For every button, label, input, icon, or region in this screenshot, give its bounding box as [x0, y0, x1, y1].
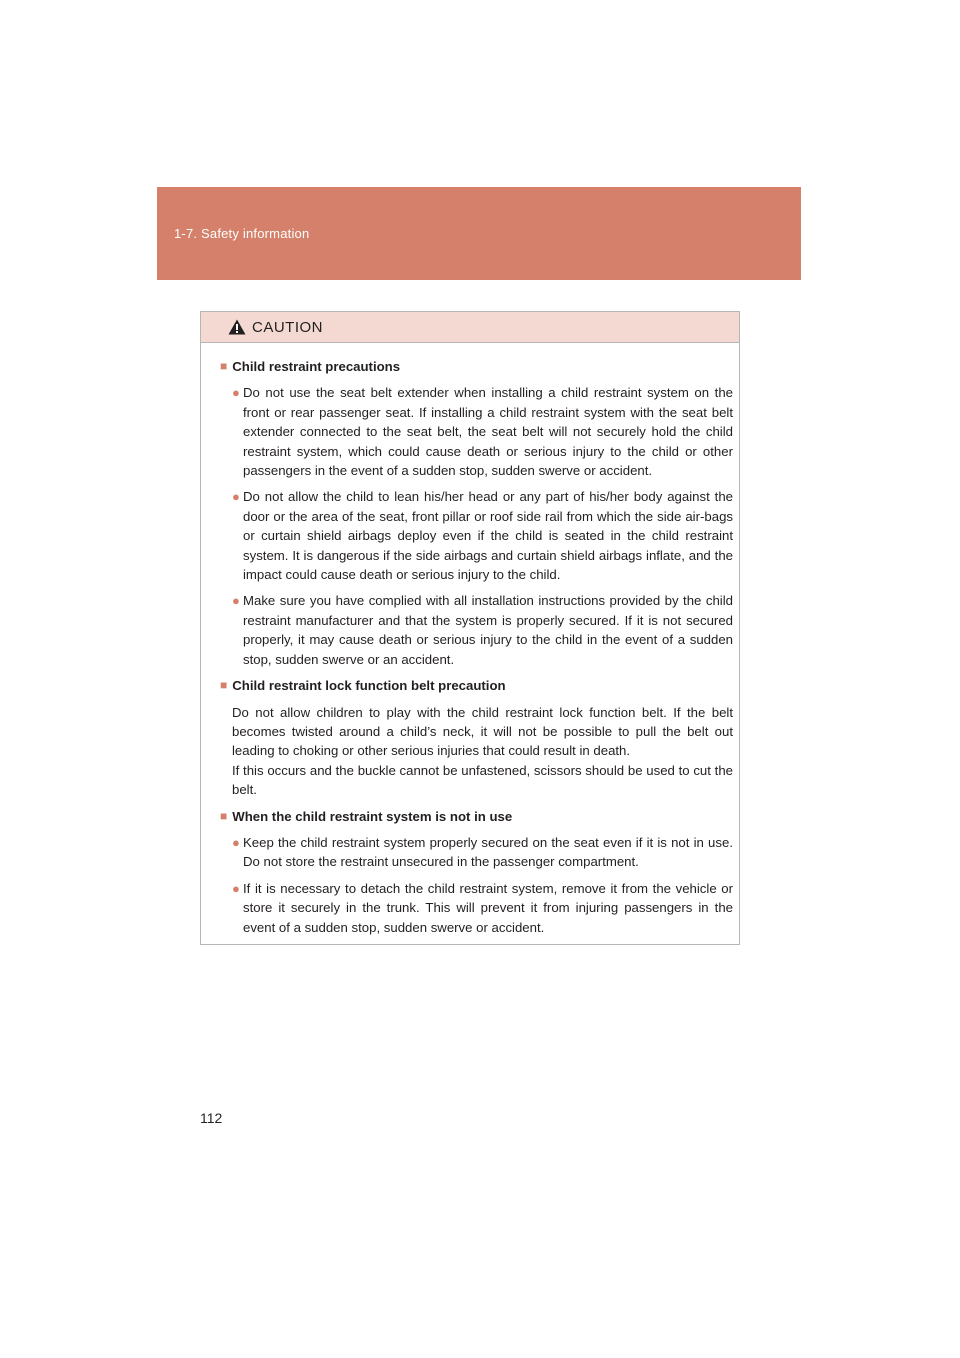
list-item-text: Make sure you have complied with all installation instructions provided by the child restraint manufacturer and that the system is properly secured. If it is not secured properly, it may cause death or serious injury to the child in the event of a sudden stop, sudden swerve or an accident.: [243, 593, 733, 667]
list-item-text: Keep the child restraint system properly secured on the seat even if it is not in use. Do not store the restraint unsecured in the passenger compartment.: [243, 834, 733, 870]
section-heading: [220, 357, 733, 376]
circle-bullet-icon: ●: [232, 880, 240, 896]
list-item-text: If it is necessary to detach the child restraint system, remove it from the vehicle or store it securely in the trunk. This will prevent it from injuring passengers in the event of a sudden stop, sudden swerve or accident.: [243, 880, 733, 935]
circle-bullet-icon: ●: [232, 385, 240, 401]
warning-triangle-icon: [228, 319, 246, 335]
list-item: [232, 487, 733, 584]
list-item-text: Do not allow the child to lean his/her head or any part of his/her body against the door or the area of the seat, front pillar or roof side rail from which the side air-bags or curtain shield airbags deploy even if the child is seated in the child restraint system. It is dangerous if the side airbags and curtain shield airbags inflate, and the impact could cause death or serious injury to the child.: [243, 489, 733, 583]
heading-text: Child restraint lock function belt precaution: [232, 678, 506, 694]
square-bullet-icon: ■: [220, 808, 228, 823]
heading-text: When the child restraint system is not in use: [232, 808, 513, 824]
circle-bullet-icon: ●: [232, 489, 240, 505]
caution-title: CAUTION: [252, 318, 323, 336]
circle-bullet-icon: ●: [232, 834, 240, 850]
list-item: [232, 383, 733, 480]
paragraph-text: Do not allow children to play with the child restraint lock function belt. If the belt becomes twisted around a child’s neck, it will not be possible to pull the belt out leading to choking or other serious injuries that could result in death.: [232, 704, 733, 759]
section-heading: [220, 807, 733, 826]
page-number: 112: [200, 1110, 223, 1126]
caution-box: [200, 311, 740, 945]
caution-header: [201, 312, 739, 343]
paragraph: [232, 703, 733, 800]
paragraph-text: If this occurs and the buckle cannot be unfastened, scissors should be used to cut the belt.: [232, 762, 733, 798]
section-heading: [220, 676, 733, 695]
caution-body: [201, 343, 739, 937]
list-item-text: Do not use the seat belt extender when installing a child restraint system on the front or rear passenger seat. If installing a child restraint system with the seat belt extender connected to the seat belt, the seat belt will not securely hold the child restraint system, which could cause death or serious injury to the child or other passengers in the event of a sudden stop, sudden swerve or accident.: [243, 385, 733, 479]
square-bullet-icon: ■: [220, 359, 228, 373]
list-item: [232, 833, 733, 872]
circle-bullet-icon: ●: [232, 593, 240, 609]
square-bullet-icon: ■: [220, 678, 228, 693]
header-band: [157, 187, 801, 280]
list-item: [232, 879, 733, 937]
list-item: [232, 591, 733, 669]
heading-text: Child restraint precautions: [232, 359, 401, 374]
section-title: 1-7. Safety information: [174, 226, 310, 241]
